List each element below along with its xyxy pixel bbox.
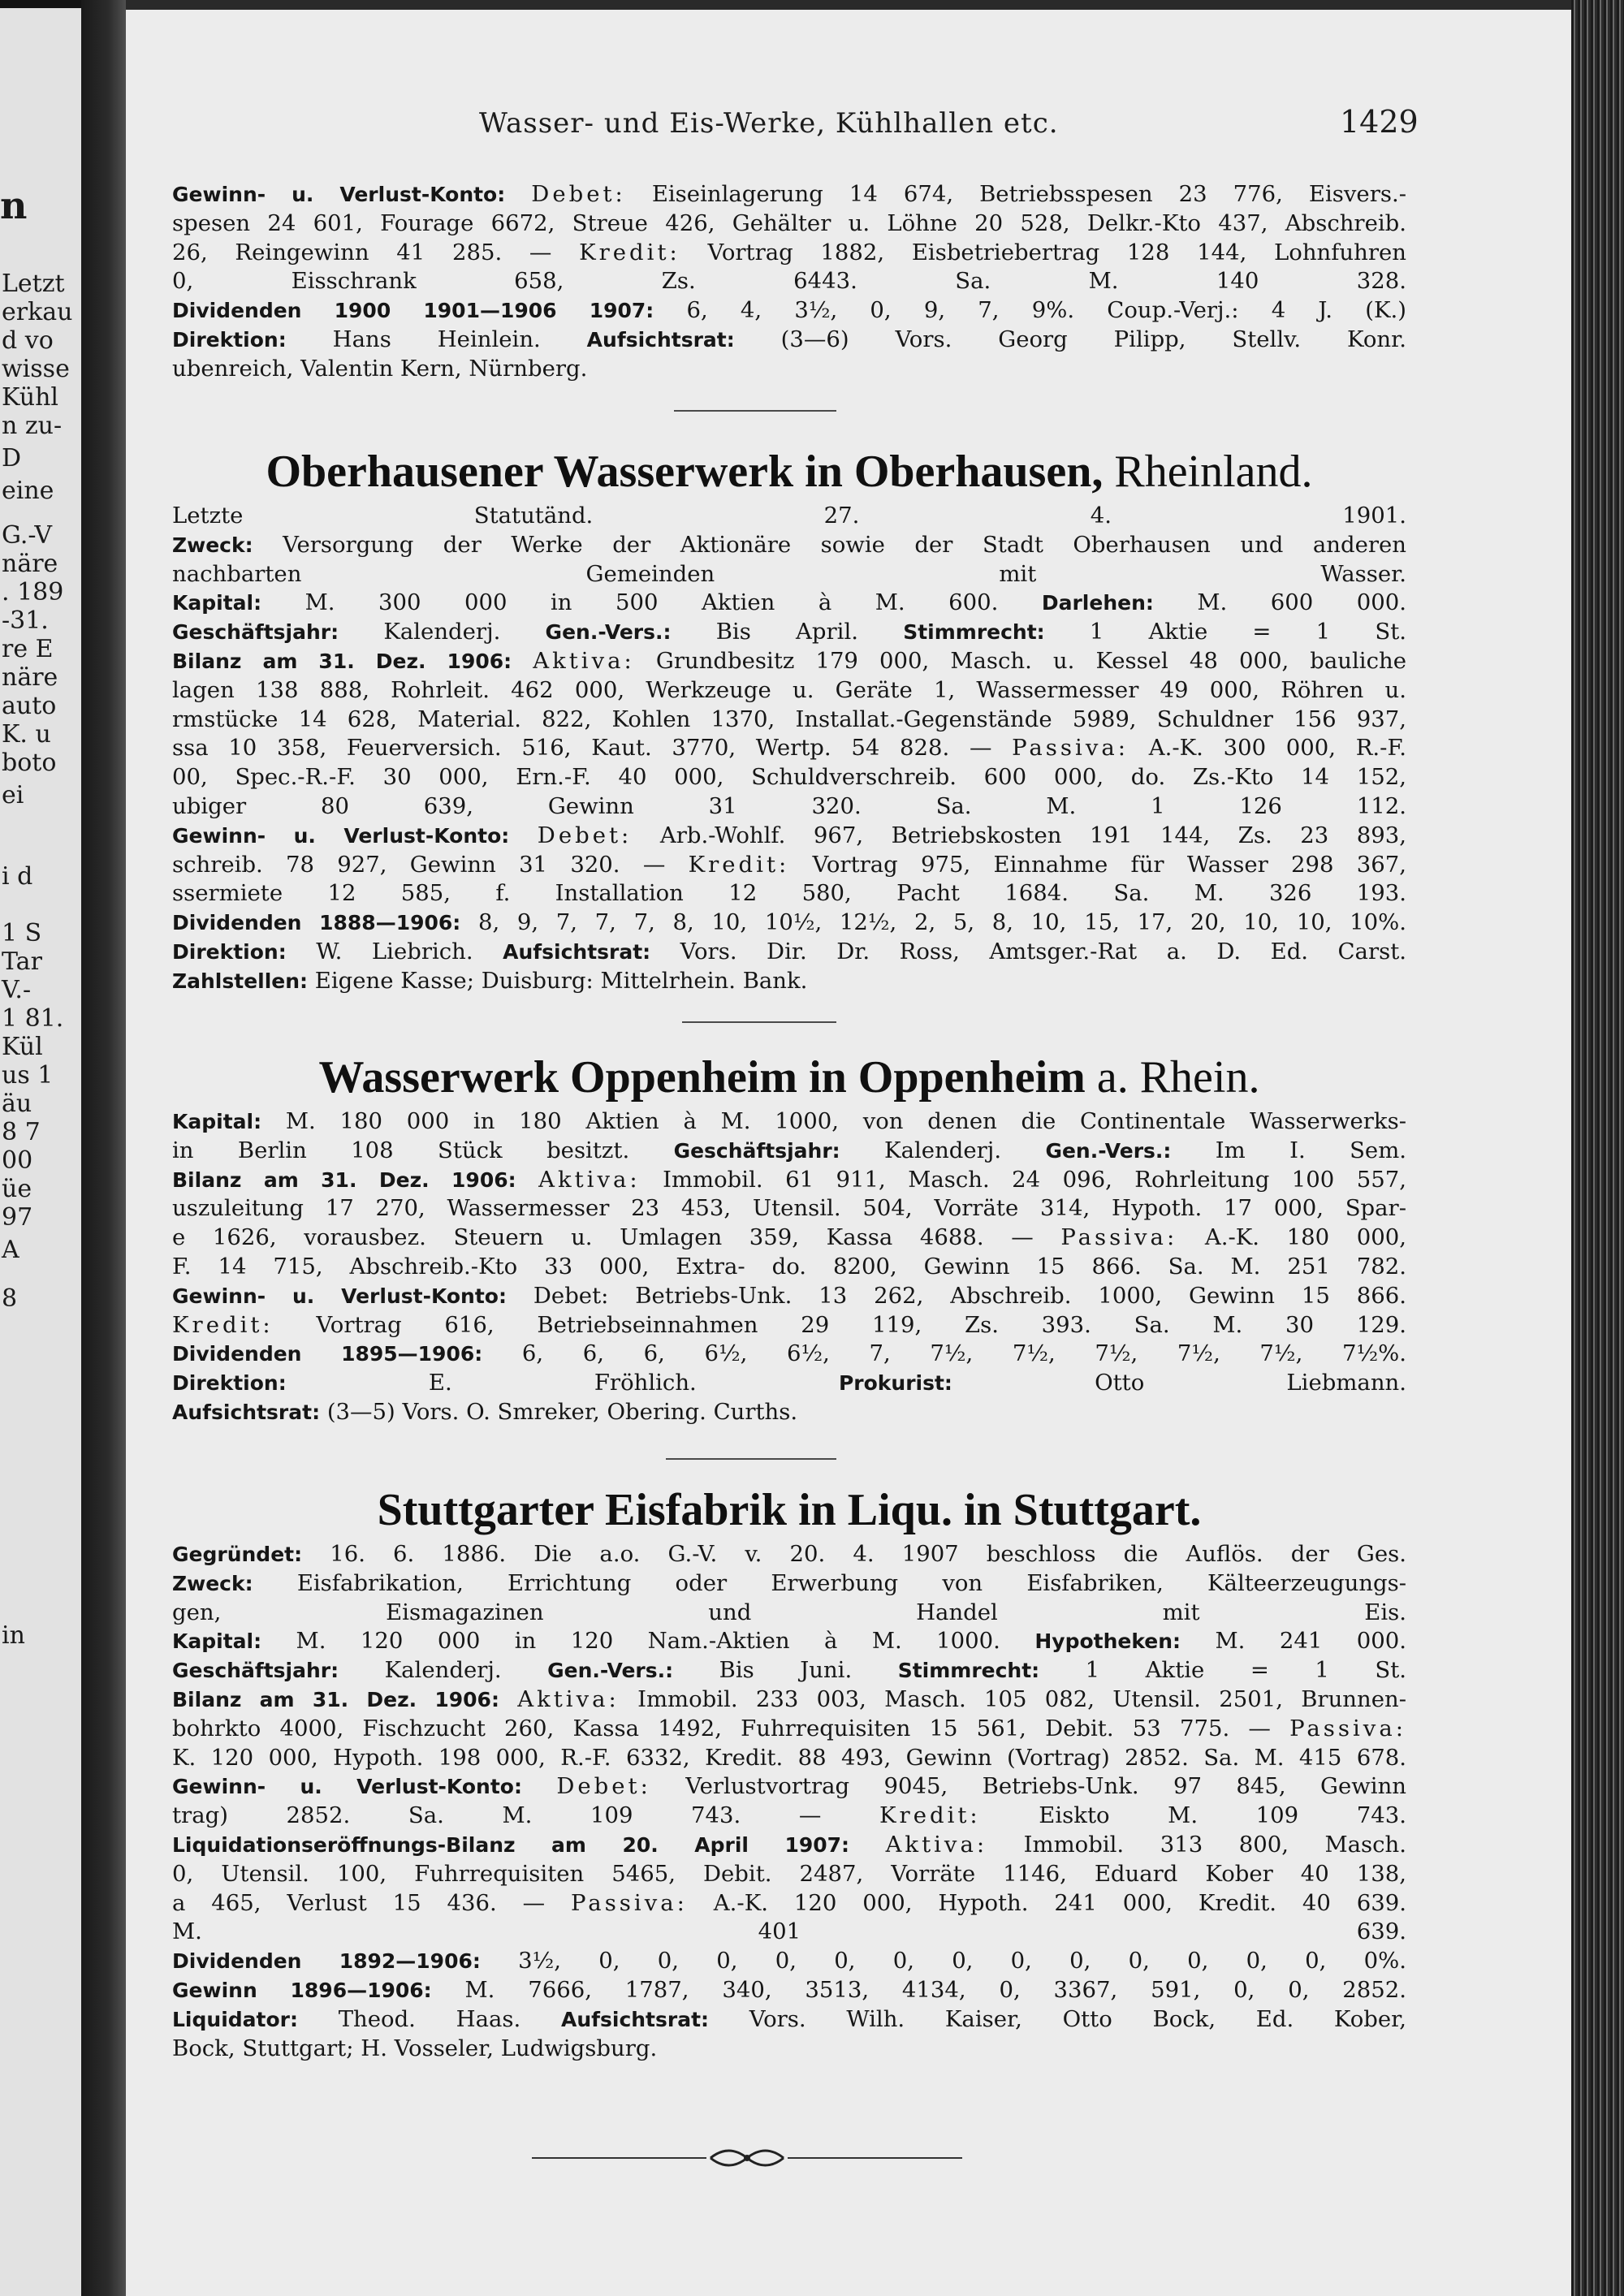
text-run: M. 120 000 in 120 Nam.-Aktien à M. 1000. [261,1628,1035,1655]
bold-label: Hypotheken: [1034,1629,1181,1654]
text-line [172,180,1406,209]
text-line [172,676,1406,706]
text-run: nachbarten Gemeinden mit Wasser. [172,560,1406,587]
bold-label: Gewinn- u. Verlust-Konto: [172,183,506,206]
text-run: bohrkto 4000, Fischzucht 260, Kassa 1492, Fuhrrequisiten 15 561, Debit. 53 775. — [172,1715,1290,1741]
spaced-label: Aktiva: [517,1685,620,1712]
text-run: (3—6) Vors. Georg Pilipp, Stellv. Konr. [734,326,1406,352]
left-page-fragment-text: Kül [2,1033,43,1061]
text-run: 0, Utensil. 100, Fuhrrequisiten 5465, Debit. 2487, Vorräte 1146, Eduard Kober 40 138, [172,1860,1406,1887]
text-run: 1 Aktie = 1 St. [1044,619,1406,645]
text-line [172,647,1406,676]
left-page-fragment-text: üe [2,1175,32,1203]
left-page-fragment-text: K. u [2,720,51,749]
spaced-label: Passiva: [1060,1224,1178,1251]
divider [674,410,836,412]
text-run: Grundbesitz 179 000, Masch. u. Kessel 48 000, bauliche [634,647,1406,674]
left-page-fragment-text: auto [2,692,57,720]
left-page-fragment-text: A [2,1236,19,1264]
text-line [172,1802,1406,1831]
text-line [172,355,1406,384]
text-run: in Berlin 108 Stück besitzt. [172,1137,674,1163]
bold-label: Geschäftsjahr: [172,620,339,645]
text-run: 3½, 0, 0, 0, 0, 0, 0, 0, 0, 0, 0, 0, 0, 0, 0%. [480,1948,1406,1974]
text-run: spesen 24 601, Fourage 6672, Streue 426, Gehälter u. Löhne 20 528, Delkr.-Kto 437, Abschreib. [172,209,1406,236]
left-page-fragment-text: 1 81. [2,1004,64,1033]
text-line [172,296,1406,326]
text-run [509,822,538,848]
text-line [172,1947,1406,1976]
text-run: Arb.-Wohlf. 967, Betriebskosten 191 144, Zs. 23 893, [632,822,1406,848]
text-run: ssermiete 12 585, f. Installation 12 580, Pacht 1684. Sa. M. 326 193. [172,880,1406,907]
left-page-fragment-text: 8 [2,1284,18,1313]
bold-label: Kapital: [172,1629,262,1654]
left-page-fragment-text: -31. [2,606,49,635]
text-run: gen, Eismagazinen und Handel mit Eis. [172,1599,1406,1625]
bold-label: Kapital: [172,1110,262,1133]
text-line [172,239,1406,268]
left-page-fragment-text: näre [2,550,58,578]
left-page-fragment-text: d vo [2,326,54,355]
text-run: E. Fröhlich. [286,1370,839,1396]
text-run: e 1626, vorausbez. Steuern u. Umlagen 359, Kassa 4688. — [172,1224,1061,1251]
bold-label: Direktion: [172,1371,287,1396]
text-line [172,822,1406,851]
bold-label: Direktion: [172,327,287,352]
left-page-fragment-text: n [0,183,28,227]
text-line [172,326,1406,355]
text-line [172,1253,1406,1282]
text-run: uszuleitung 17 270, Wassermesser 23 453, Utensil. 504, Vorräte 314, Hypoth. 17 000, Spar- [172,1195,1406,1222]
text-run: rmstücke 14 628, Material. 822, Kohlen 1370, Installat.-Gegenstände 5989, Schuldner 156 937, [172,706,1406,732]
text-line [172,1918,1406,1947]
text-line [172,734,1406,763]
running-header: Wasser- und Eis-Werke, Kühlhallen etc. [479,107,1059,140]
text-line [172,1398,1406,1427]
bold-label: Darlehen: [1041,591,1154,615]
text-line [172,879,1406,908]
bold-label: Gen.-Vers.: [547,1659,674,1683]
spaced-label: Passiva: [1012,735,1129,762]
text-run [516,1167,538,1193]
text-run: Bis Juni. [673,1657,898,1684]
text-run: (3—5) Vors. O. Smreker, Obering. Curths. [320,1398,798,1425]
text-run: M. 241 000. [1181,1628,1406,1655]
text-line [172,1282,1406,1311]
bold-label: Gegründet: [172,1543,303,1566]
bold-label: Liquidator: [172,2007,298,2031]
left-page-fragment-text: 8 7 [2,1118,41,1146]
text-run: Immobil. 313 800, Masch. [987,1831,1406,1858]
left-page-fragment-text: boto [2,749,57,777]
text-run: A.-K. 300 000, R.-F. [1129,735,1406,762]
bold-label: Gewinn- u. Verlust-Konto: [172,1775,522,1799]
text-run: Kalenderj. [840,1137,1046,1163]
spaced-label: Debet: [537,822,633,848]
bold-label: Prokurist: [838,1371,952,1396]
text-run [512,648,533,674]
left-page-fragment-text: ei [2,781,24,809]
text-line [172,1369,1406,1398]
intro-block [172,180,1406,384]
text-run: F. 14 715, Abschreib.-Kto 33 000, Extra- do. 8200, Gewinn 15 866. Sa. M. 251 782. [172,1253,1406,1280]
text-run: Otto Liebmann. [952,1370,1406,1396]
text-line [172,1137,1406,1166]
spaced-label: Debet: [556,1773,651,1800]
text-run: Eigene Kasse; Duisburg: Mittelrhein. Bank. [308,967,808,994]
text-run: ubiger 80 639, Gewinn 31 320. Sa. M. 1 126 112. [172,792,1406,819]
bold-label: Liquidationseröffnungs-Bilanz am 20. April 1907: [172,1832,850,1857]
text-run: a 465, Verlust 15 436. — [172,1889,572,1916]
spaced-label: Passiva: [571,1889,688,1916]
left-page-fragment-text: wisse [2,355,70,383]
left-page-fragment-text: in [2,1621,25,1650]
text-line [172,618,1406,647]
bold-label: Dividenden 1888—1906: [172,911,461,935]
spaced-label: Passiva: [1289,1715,1406,1741]
spaced-label: Aktiva: [533,647,635,674]
text-run [505,181,531,207]
left-page-fragment-text: Kühl [2,383,58,412]
bold-label: Aufsichtsrat: [503,939,651,964]
bold-label: Dividenden 1900 1901—1906 1907: [172,299,654,323]
left-page-fragment-text: äu [2,1090,32,1118]
end-ornament [532,2142,962,2174]
book-gutter [81,0,126,2296]
text-line [172,1889,1406,1918]
text-run: A.-K. 120 000, Hypoth. 241 000, Kredit. 40 639. [687,1889,1406,1916]
bold-label: Geschäftsjahr: [172,1659,339,1683]
text-run: Vors. Wilh. Kaiser, Otto Bock, Ed. Kober, [709,2005,1406,2032]
left-page-fragment-text: erkau [2,298,73,326]
spaced-label: Kredit: [579,239,680,265]
bold-label: Stimmrecht: [897,1659,1040,1683]
left-page-fragment-text: i d [2,862,33,891]
bold-label: Direktion: [172,939,287,964]
text-line [172,1311,1406,1340]
bold-label: Zweck: [172,533,253,557]
text-run: Im I. Sem. [1171,1137,1406,1163]
divider [666,1458,836,1460]
text-line [172,1224,1406,1253]
text-run: A.-K. 180 000, [1177,1224,1406,1251]
text-line [172,531,1406,560]
left-page-fragment-text: re E [2,635,54,663]
text-run: M. 401 639. [172,1918,1406,1945]
text-run: Vortrag 975, Einnahme für Wasser 298 367, [789,851,1406,878]
spaced-label: Kredit: [688,851,790,878]
text-run: 8, 9, 7, 7, 7, 8, 10, 10½, 12½, 2, 5, 8, 10, 15, 17, 20, 10, 10, 10%. [460,909,1406,936]
section-title: Stuttgarter Eisfabrik in Liqu. in Stuttgart. [377,1485,1202,1535]
text-line [172,560,1406,589]
text-run: Kalenderj. [339,619,546,645]
text-run [522,1773,556,1799]
text-run: M. 7666, 1787, 340, 3513, 4134, 0, 3367, 591, 0, 0, 2852. [431,1976,1406,2003]
text-line [172,1540,1406,1569]
text-line [172,1976,1406,2005]
text-run: Theod. Haas. [297,2005,561,2032]
text-line [172,1569,1406,1599]
bold-label: Dividenden 1892—1906: [172,1949,481,1974]
bold-label: Dividenden 1895—1906: [172,1342,483,1366]
text-run: Eisfabrikation, Errichtung oder Erwerbung von Eisfabriken, Kälteerzeugungs- [253,1569,1406,1596]
spaced-label: Aktiva: [885,1831,988,1858]
text-run [499,1686,517,1712]
left-page-fragment-text: G.-V [2,521,53,550]
text-line [172,763,1406,792]
section-title: Wasserwerk Oppenheim in Oppenheim a. Rhein. [318,1052,1260,1103]
text-run: Eiskto M. 109 743. [980,1802,1406,1829]
bold-label: Gen.-Vers.: [1045,1138,1172,1163]
left-page-fragment-text: 1 S [2,919,42,947]
text-run: 0, Eisschrank 658, Zs. 6443. Sa. M. 140 328. [172,268,1406,295]
text-run: Vortrag 1882, Eisbetriebertrag 128 144, Lohnfuhren [680,239,1406,265]
text-run: Immobil. 61 911, Masch. 24 096, Rohrleitung 100 557, [640,1166,1406,1193]
text-line [172,1860,1406,1889]
bold-label: Aufsichtsrat: [560,2007,710,2031]
text-run: M. 180 000 in 180 Aktien à M. 1000, von denen die Continentale Wasserwerks- [261,1108,1406,1134]
spaced-label: Aktiva: [538,1166,641,1193]
section-oberhausen [172,443,1406,996]
left-page-fragment-text: 97 [2,1203,33,1232]
text-run: 00, Spec.-R.-F. 30 000, Ern.-F. 40 000, Schuldverschreib. 600 000, do. Zs.-Kto 14 152, [172,764,1406,791]
text-line [172,1166,1406,1195]
left-page-fragment-text: V.- [2,976,32,1004]
text-run: Bis April. [671,619,904,645]
text-line [172,2005,1406,2035]
left-page-fragment-text: Letzt [2,270,65,298]
text-run: Debet: Betriebs-Unk. 13 262, Abschreib. 1000, Gewinn 15 866. [506,1282,1406,1309]
bold-label: Bilanz am 31. Dez. 1906: [172,649,512,673]
text-run: 1 Aktie = 1 St. [1039,1657,1406,1684]
left-page-fragment-text: . 189 [2,578,64,606]
text-line [172,209,1406,239]
text-run: Vortrag 616, Betriebseinnahmen 29 119, Zs. 393. Sa. M. 30 129. [273,1311,1406,1338]
bold-label: Aufsichtsrat: [586,327,735,352]
text-line [172,1627,1406,1656]
text-run: Eiseinlagerung 14 674, Betriebsspesen 23 776, Eisvers.- [625,181,1406,207]
text-line [172,1340,1406,1369]
spaced-label: Debet: [531,181,626,207]
text-line [172,1831,1406,1860]
text-run: Immobil. 233 003, Masch. 105 082, Utensil. 2501, Brunnen- [619,1685,1406,1712]
left-page-fragment-text: D [2,444,22,473]
text-run: trag) 2852. Sa. M. 109 743. — [172,1802,880,1829]
left-page-fragment-text: Tar [2,947,42,976]
bold-label: Gewinn- u. Verlust-Konto: [172,1284,507,1308]
text-line [172,502,1406,531]
text-line [172,267,1406,296]
text-line [172,1599,1406,1628]
text-run: lagen 138 888, Rohrleit. 462 000, Werkzeuge u. Geräte 1, Wassermesser 49 000, Röhren u. [172,676,1406,703]
text-run: M. 300 000 in 500 Aktien à M. 600. [261,589,1042,616]
bold-label: Zahlstellen: [172,969,309,993]
bold-label: Bilanz am 31. Dez. 1906: [172,1167,516,1192]
text-run: Vors. Dir. Dr. Ross, Amtsger.-Rat a. D. Ed. Carst. [650,938,1406,965]
page-number: 1429 [1340,104,1419,140]
text-line [172,1656,1406,1685]
bold-label: Zweck: [172,1571,253,1595]
text-run: K. 120 000, Hypoth. 198 000, R.-F. 6332, Kredit. 88 493, Gewinn (Vortrag) 2852. Sa. M. 415 678. [172,1744,1406,1771]
bold-label: Kapital: [172,591,262,615]
text-run: ssa 10 358, Feuerversich. 516, Kaut. 3770, Wertp. 54 828. — [172,735,1013,762]
text-run: 26, Reingewinn 41 285. — [172,239,580,265]
text-line [172,967,1406,996]
bold-label: Bilanz am 31. Dez. 1906: [172,1687,499,1711]
bold-label: Geschäftsjahr: [673,1138,840,1163]
text-run: M. 600 000. [1153,589,1406,616]
left-page-fragment-text: n zu- [2,412,63,440]
text-run: 6, 4, 3½, 0, 9, 7, 9%. Coup.-Verj.: 4 J. (K.) [654,297,1406,324]
left-page-fragment-text: us 1 [2,1061,54,1090]
spaced-label: Kredit: [172,1311,274,1338]
text-line [172,1107,1406,1137]
page-edge [1571,0,1624,2296]
text-run: Letzte Statutänd. 27. 4. 1901. [172,503,1406,529]
text-run: Bock, Stuttgart; H. Vosseler, Ludwigsburg. [172,2035,658,2061]
text-run: ubenreich, Valentin Kern, Nürnberg. [172,355,588,382]
bold-label: Gen.-Vers.: [545,620,672,645]
text-line [172,589,1406,618]
left-page-fragment-text: eine [2,477,54,505]
text-run: 6, 6, 6, 6½, 6½, 7, 7½, 7½, 7½, 7½, 7½, 7½%. [482,1340,1406,1367]
text-line [172,1685,1406,1715]
text-line [172,2035,1406,2064]
text-run: Versorgung der Werke der Aktionäre sowie der Stadt Oberhausen und anderen [253,531,1406,558]
text-run: W. Liebrich. [286,938,503,965]
bold-label: Gewinn 1896—1906: [172,1978,432,2002]
text-run: Kalenderj. [339,1657,548,1684]
text-line [172,908,1406,938]
section-title: Oberhausener Wasserwerk in Oberhausen, Rheinland. [266,447,1313,497]
text-line [172,1772,1406,1802]
text-line [172,1194,1406,1224]
text-run: Verlustvortrag 9045, Betriebs-Unk. 97 845, Gewinn [650,1773,1406,1800]
text-run: Hans Heinlein. [286,326,587,352]
left-page-fragment [0,8,81,2296]
left-page-fragment-text: näre [2,663,58,692]
bold-label: Aufsichtsrat: [172,1400,321,1424]
text-line [172,792,1406,822]
bold-label: Stimmrecht: [903,620,1045,645]
text-line [172,938,1406,967]
divider [682,1021,836,1023]
text-run: schreib. 78 927, Gewinn 31 320. — [172,851,689,878]
spaced-label: Kredit: [879,1802,981,1829]
section-oppenheim [172,1049,1406,1427]
text-line [172,851,1406,880]
left-page-fragment-text: 00 [2,1146,33,1175]
text-line [172,1715,1406,1744]
text-line [172,1744,1406,1773]
text-run [849,1832,886,1858]
bold-label: Gewinn- u. Verlust-Konto: [172,823,510,848]
section-stuttgart [172,1482,1406,2063]
text-run: 16. 6. 1886. Die a.o. G.-V. v. 20. 4. 1907 beschloss die Auflös. der Ges. [302,1541,1406,1567]
text-line [172,706,1406,735]
